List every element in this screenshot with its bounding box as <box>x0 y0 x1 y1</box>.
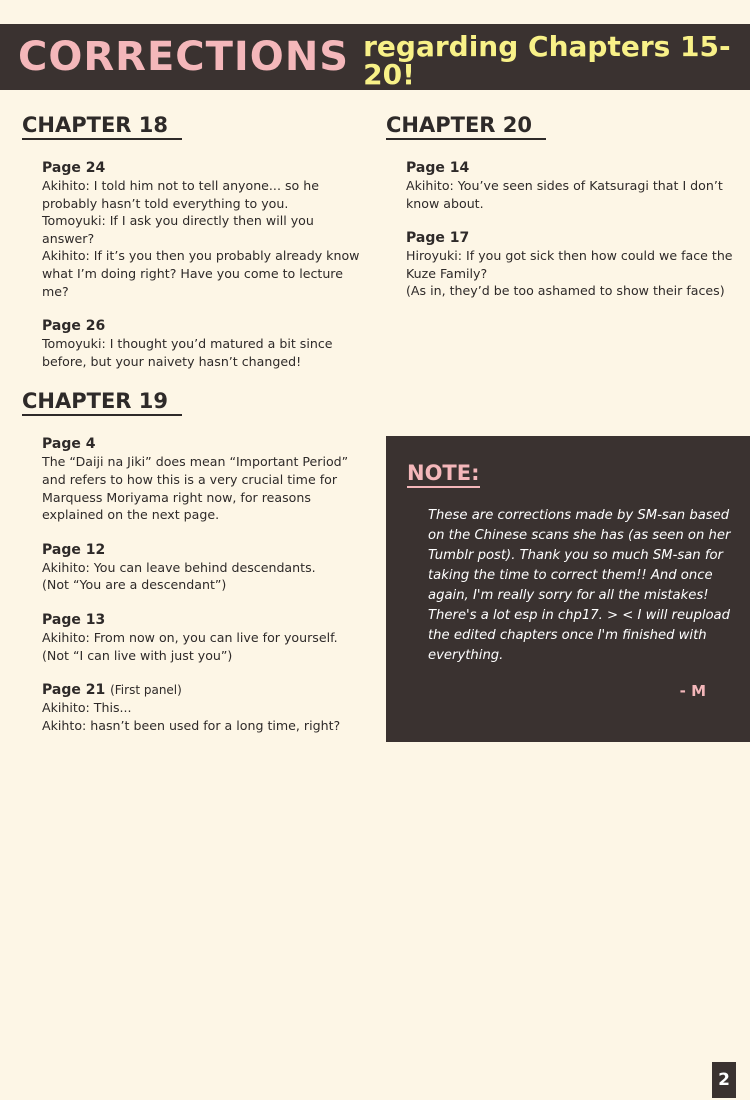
chapter-19-page-4 <box>42 436 367 523</box>
page-label: Page 13 <box>42 611 106 628</box>
page-label: Page 4 <box>42 436 96 453</box>
chapter-19-heading: CHAPTER 19 <box>22 388 182 416</box>
note-body: These are corrections made by SM-san based on the Chinese scans she has (as seen on her Tumblr post). Thank you so much SM-san for taking the time to correct them!! And once again, I'm really sorry for all the mistakes! There's a lot esp in chp17. > < I will reupload the edited chapters once I'm finished with everything. <box>428 508 731 663</box>
chapter-19-page-12 <box>42 542 367 594</box>
correction-line: Akihito: This... <box>42 700 132 716</box>
chapter-19-page-13 <box>42 612 367 664</box>
left-column <box>22 112 367 752</box>
chapter-19-page-21 <box>42 682 367 734</box>
correction-line: Akihito: From now on, you can live for yourself. <box>42 629 338 645</box>
header-subtitle: regarding Chapters 15-20! <box>363 30 731 91</box>
note-signature: - M <box>679 682 706 700</box>
chapter-20-heading: CHAPTER 20 <box>386 112 546 140</box>
chapter-18-page-24 <box>42 160 367 300</box>
page-label: Page 12 <box>42 541 106 558</box>
page-label: Page 26 <box>42 318 106 335</box>
correction-line: (Not “I can live with just you”) <box>42 647 233 663</box>
correction-line: (As in, they’d be too ashamed to show their faces) <box>406 283 725 299</box>
right-column <box>386 112 736 318</box>
page-label <box>42 682 367 699</box>
correction-line: Akihito: You’ve seen sides of Katsuragi that I don’t know about. <box>406 178 723 211</box>
correction-line: (Not “You are a descendant”) <box>42 577 227 593</box>
correction-line: Hiroyuki: If you got sick then how could we face the Kuze Family? <box>406 248 733 281</box>
chapter-20-section <box>386 112 736 300</box>
header-banner <box>0 24 750 90</box>
correction-line: Akihito: I told him not to tell anyone... so he probably hasn’t told everything to you. <box>42 178 319 211</box>
correction-line: The “Daiji na Jiki” does mean “Important Period” and refers to how this is a very crucial time for Marquess Moriyama right now, for reasons explained on the next page. <box>42 454 349 523</box>
correction-line: Akihito: You can leave behind descendants. <box>42 559 316 575</box>
chapter-18-section <box>22 112 367 370</box>
page-label: Page 14 <box>406 160 470 176</box>
page-number-label: Page 21 <box>42 682 106 699</box>
header-title: CORRECTIONS <box>18 34 350 80</box>
chapter-19-section <box>22 388 367 734</box>
correction-line: Tomoyuki: If I ask you directly then will you answer? <box>42 213 314 246</box>
correction-line: Akihito: If it’s you then you probably already know what I’m doing right? Have you come to lecture me? <box>42 248 360 299</box>
page-number: 2 <box>712 1062 736 1098</box>
note-title: NOTE: <box>407 460 480 488</box>
chapter-18-page-26 <box>42 318 367 370</box>
chapter-18-heading: CHAPTER 18 <box>22 112 182 140</box>
correction-line: Akihto: hasn’t been used for a long time, right? <box>42 717 341 733</box>
panel-note: (First panel) <box>110 683 182 698</box>
correction-line: Tomoyuki: I thought you’d matured a bit since before, but your naivety hasn’t changed! <box>42 336 333 369</box>
note-box <box>386 436 750 742</box>
chapter-20-page-17 <box>406 230 736 300</box>
page-label: Page 17 <box>406 230 470 247</box>
chapter-20-page-14 <box>406 160 736 212</box>
page-label: Page 24 <box>42 160 106 176</box>
